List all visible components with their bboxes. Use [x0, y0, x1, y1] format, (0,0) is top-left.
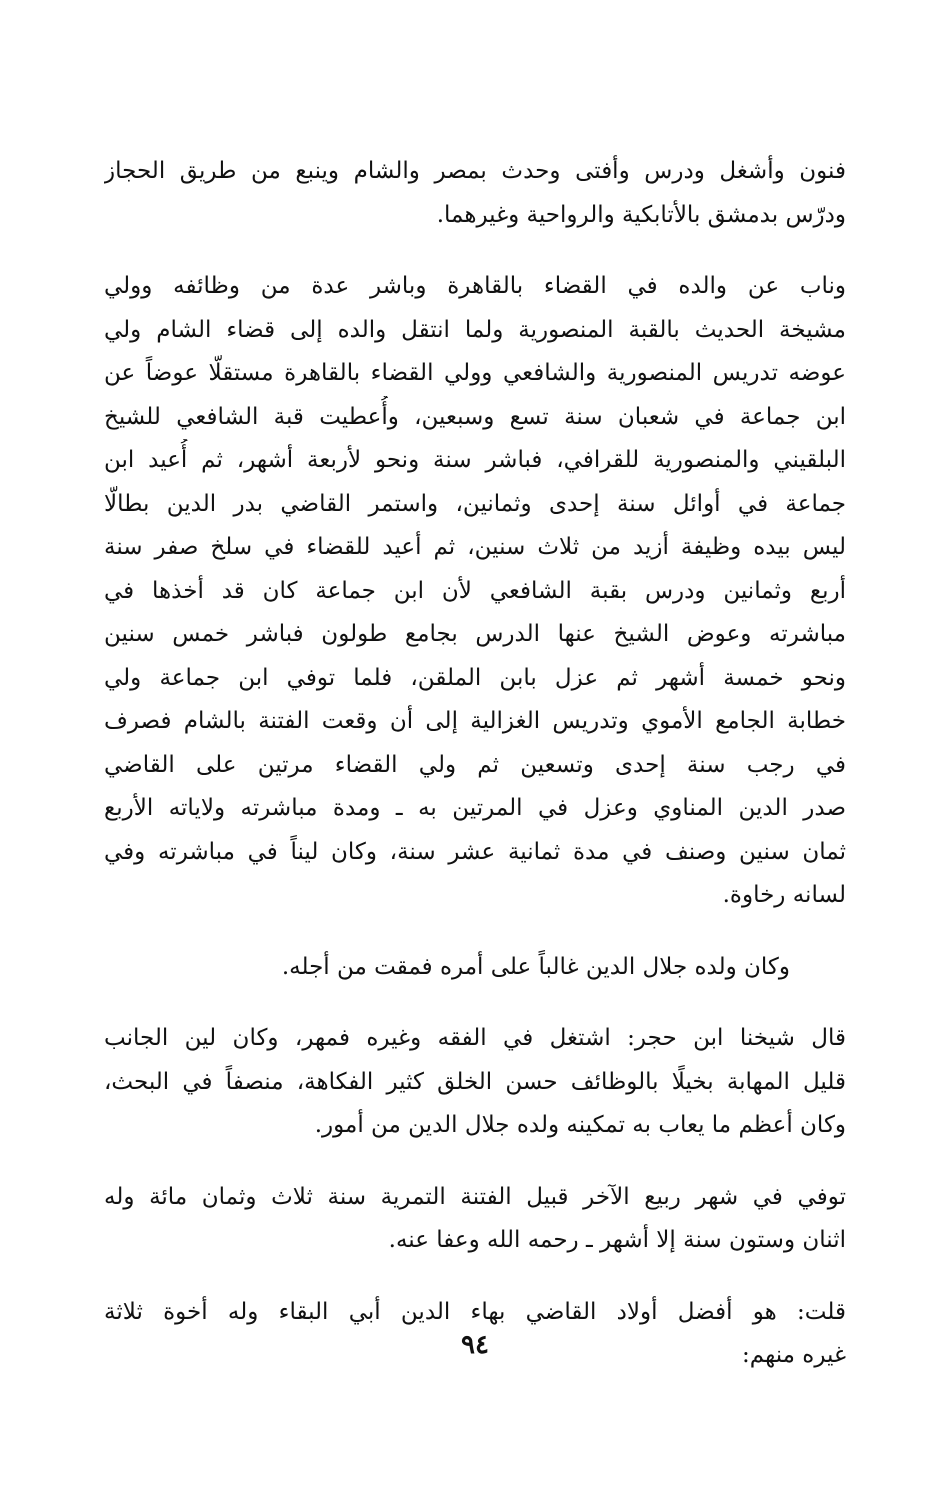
text-line: وكان أعظم ما يعاب به تمكينه ولده جلال الدين من أمور.	[314, 1112, 846, 1138]
text-line: مشيخة الحديث بالقبة المنصورية ولما انتقل والده إلى قضاء الشام ولي	[104, 316, 846, 343]
paragraph-1	[104, 150, 846, 237]
paragraph-3	[104, 946, 846, 990]
text-line: وكان ولده جلال الدين غالباً على أمره فمقت من أجله.	[281, 953, 790, 980]
paragraph-2	[104, 265, 846, 918]
text-line: البلقيني والمنصورية للقرافي، فباشر سنة ونحو لأربعة أشهر، ثم أُعيد ابن	[104, 447, 846, 473]
text-line: اثنان وستون سنة إلا أشهر ـ رحمه الله وعفا عنه.	[388, 1227, 846, 1253]
text-line: ودرّس بدمشق بالأتابكية والرواحية وغيرهما.	[436, 201, 846, 228]
text-line: في رجب سنة إحدى وتسعين ثم ولي القضاء مرتين على القاضي	[104, 751, 846, 778]
text-line: فنون وأشغل ودرس وأفتى وحدث بمصر والشام وينبع من طريق الحجاز	[104, 158, 846, 184]
text-line: ابن جماعة في شعبان سنة تسع وسبعين، وأُعطيت قبة الشافعي للشيخ	[104, 403, 846, 430]
text-line: ثمان سنين وصنف في مدة ثمانية عشر سنة، وكان ليناً في مباشرته وفي	[104, 838, 846, 865]
paragraph-5	[104, 1176, 846, 1263]
text-line: قلت: هو أفضل أولاد القاضي بهاء الدين أبي البقاء وله أخوة ثلاثة	[104, 1298, 846, 1325]
text-line: جماعة في أوائل سنة إحدى وثمانين، واستمر القاضي بدر الدين بطالّا	[104, 490, 846, 517]
text-line: خطابة الجامع الأموي وتدريس الغزالية إلى أن وقعت الفتنة بالشام فصرف	[104, 708, 846, 734]
text-line: وناب عن والده في القضاء بالقاهرة وباشر عدة من وظائفه وولي	[104, 273, 846, 299]
text-line: لسانه رخاوة.	[722, 882, 846, 908]
paragraph-4	[104, 1017, 846, 1148]
page-body	[104, 150, 846, 1406]
text-line: ونحو خمسة أشهر ثم عزل بابن الملقن، فلما توفي ابن جماعة ولي	[104, 664, 846, 691]
text-line: عوضه تدريس المنصورية والشافعي وولي القضاء بالقاهرة مستقلّا عوضاً عن	[104, 360, 846, 386]
text-line: قليل المهابة بخيلًا بالوظائف حسن الخلق كثير الفكاهة، منصفاً في البحث،	[104, 1068, 846, 1095]
text-line: أربع وثمانين ودرس بقبة الشافعي لأن ابن جماعة كان قد أخذها في	[104, 577, 846, 604]
page-number: ٩٤	[461, 1330, 489, 1360]
text-line: غيره منهم:	[742, 1342, 846, 1368]
text-line: صدر الدين المناوي وعزل في المرتين به ـ ومدة مباشرته ولاياته الأربع	[104, 795, 846, 821]
text-line: توفي في شهر ربيع الآخر قبيل الفتنة التمرية سنة ثلاث وثمان مائة وله	[104, 1183, 846, 1210]
text-line: قال شيخنا ابن حجر: اشتغل في الفقه وغيره فمهر، وكان لين الجانب	[104, 1025, 846, 1051]
text-line: مباشرته وعوض الشيخ عنها الدرس بجامع طولون فباشر خمس سنين	[104, 621, 846, 647]
text-line: ليس بيده وظيفة أزيد من ثلاث سنين، ثم أعيد للقضاء في سلخ صفر سنة	[104, 534, 846, 560]
